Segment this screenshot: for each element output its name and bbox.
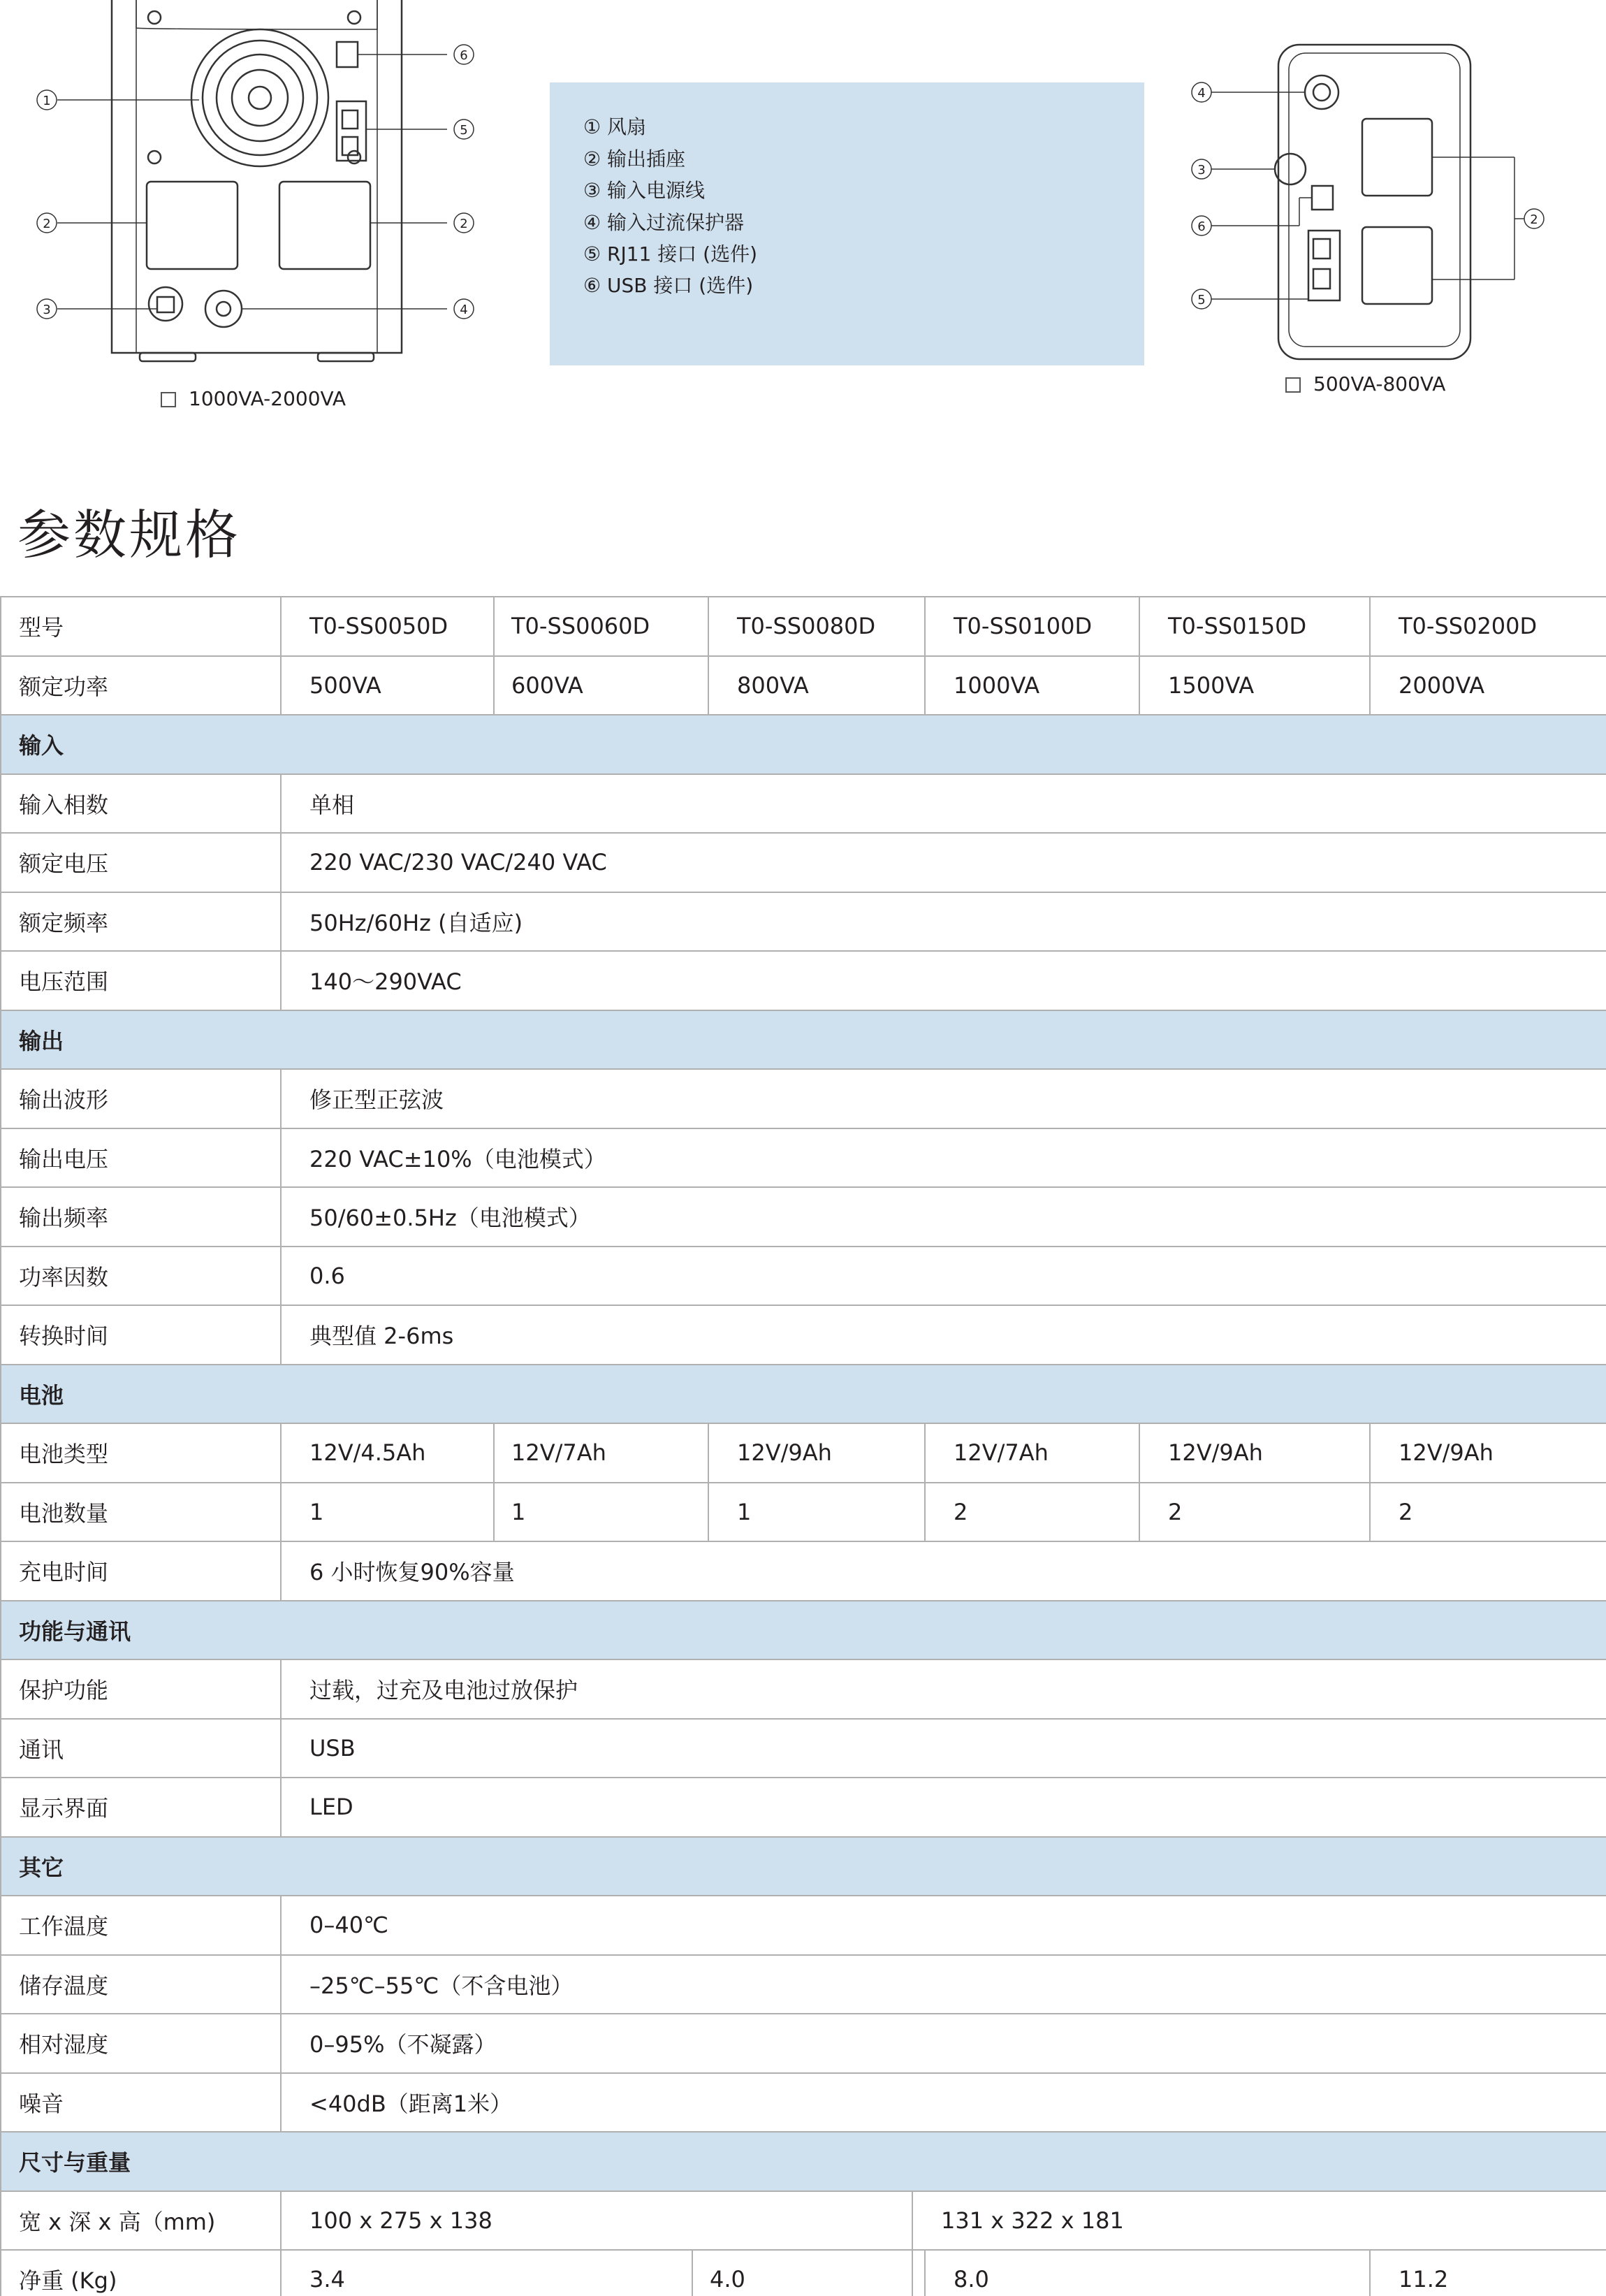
diagram-caption-large: [161, 387, 346, 411]
legend-item: ⑥ USB 接口 (选件): [583, 274, 754, 297]
table-row: [1, 892, 1606, 952]
battery-type-cell: 12V/9Ah: [1139, 1423, 1370, 1483]
row-value: 220 VAC±10%（电池模式）: [281, 1128, 1606, 1188]
row-label: 相对湿度: [1, 2014, 281, 2073]
power-cell: 1000VA: [925, 656, 1139, 715]
row-label: 输出波形: [1, 1069, 281, 1128]
table-row: [1, 1659, 1606, 1719]
svg-text:4: 4: [460, 303, 468, 317]
section-header-dimension: [1, 2132, 1606, 2191]
row-label: 充电时间: [1, 1541, 281, 1601]
battery-type-cell: 12V/4.5Ah: [281, 1423, 494, 1483]
row-value: –25℃–55℃（不含电池）: [281, 1955, 1606, 2014]
row-label: 电池数量: [1, 1483, 281, 1542]
power-cell: 500VA: [281, 656, 494, 715]
table-row: [1, 1778, 1606, 1837]
model-cell: T0-SS0150D: [1139, 597, 1370, 656]
section-title: 功能与通讯: [1, 1601, 1606, 1660]
row-label: 额定频率: [1, 892, 281, 952]
legend-item: ④ 输入过流保护器: [583, 211, 745, 234]
row-value: 140～290VAC: [281, 951, 1606, 1010]
weight-cell: 8.0: [925, 2250, 1370, 2296]
row-value: 220 VAC/230 VAC/240 VAC: [281, 833, 1606, 892]
row-label: 宽 x 深 x 高（mm): [1, 2191, 281, 2251]
model-cell: T0-SS0080D: [708, 597, 925, 656]
table-row: [1, 2073, 1606, 2132]
battery-count-cell: 1: [281, 1483, 494, 1542]
table-row: [1, 833, 1606, 892]
svg-text:3: 3: [43, 303, 51, 317]
row-value: 50/60±0.5Hz（电池模式）: [281, 1187, 1606, 1247]
row-label: 电压范围: [1, 951, 281, 1010]
row-label: 工作温度: [1, 1896, 281, 1955]
spec-table: [0, 596, 1606, 2296]
svg-text:6: 6: [460, 48, 468, 63]
rear-panel-diagram-large: [0, 0, 503, 391]
row-value: LED: [281, 1778, 1606, 1837]
table-row: [1, 1305, 1606, 1365]
battery-type-cell: 12V/7Ah: [925, 1423, 1139, 1483]
table-row-models: [1, 597, 1606, 656]
model-cell: T0-SS0060D: [494, 597, 708, 656]
svg-text:5: 5: [460, 123, 468, 138]
row-label: 额定电压: [1, 833, 281, 892]
model-cell: T0-SS0050D: [281, 597, 494, 656]
model-cell: T0-SS0200D: [1370, 597, 1606, 656]
weight-cell: 4.0: [692, 2250, 912, 2296]
weight-cell: 3.4: [281, 2250, 692, 2296]
svg-text:2: 2: [460, 217, 468, 231]
row-label: 显示界面: [1, 1778, 281, 1837]
rear-panel-diagram-small: [1181, 28, 1558, 363]
caption-text: 500VA-800VA: [1313, 372, 1446, 395]
section-header-battery: [1, 1365, 1606, 1424]
svg-text:3: 3: [1197, 163, 1206, 177]
svg-text:6: 6: [1197, 219, 1206, 234]
row-value: 修正型正弦波: [281, 1069, 1606, 1128]
row-label: 输出电压: [1, 1128, 281, 1188]
table-row-power: [1, 656, 1606, 715]
caption-text: 1000VA-2000VA: [189, 387, 346, 410]
power-cell: 600VA: [494, 656, 708, 715]
row-value: <40dB（距离1米）: [281, 2073, 1606, 2132]
page-title: 参数规格: [17, 504, 241, 566]
table-row: [1, 2014, 1606, 2073]
table-row-battery-type: [1, 1423, 1606, 1483]
svg-text:2: 2: [43, 217, 51, 231]
table-row-battery-count: [1, 1483, 1606, 1542]
battery-count-cell: 1: [494, 1483, 708, 1542]
table-row: [1, 1187, 1606, 1247]
row-value: 0–40℃: [281, 1896, 1606, 1955]
battery-count-cell: 1: [708, 1483, 925, 1542]
row-label: 型号: [1, 597, 281, 656]
power-cell: 2000VA: [1370, 656, 1606, 715]
section-title: 其它: [1, 1837, 1606, 1896]
section-header-function: [1, 1601, 1606, 1660]
battery-count-cell: 2: [1139, 1483, 1370, 1542]
size-cell-large: 131 x 322 x 181: [912, 2191, 1606, 2251]
row-label: 电池类型: [1, 1423, 281, 1483]
section-title: 输入: [1, 715, 1606, 774]
table-row: [1, 1719, 1606, 1778]
row-value: 50Hz/60Hz (自适应): [281, 892, 1606, 952]
row-label: 储存温度: [1, 1955, 281, 2014]
row-label: 功率因数: [1, 1247, 281, 1306]
legend-item: ① 风扇: [583, 115, 647, 138]
row-value: USB: [281, 1719, 1606, 1778]
table-row-weight: [1, 2250, 1606, 2296]
battery-count-cell: 2: [1370, 1483, 1606, 1542]
model-cell: T0-SS0100D: [925, 597, 1139, 656]
table-row-size: [1, 2191, 1606, 2251]
table-row: [1, 1541, 1606, 1601]
legend-item: ② 输出插座: [583, 147, 686, 170]
section-header-other: [1, 1837, 1606, 1896]
row-label: 输出频率: [1, 1187, 281, 1247]
svg-text:5: 5: [1197, 293, 1206, 307]
row-label: 净重 (Kg): [1, 2250, 281, 2296]
row-label: 通讯: [1, 1719, 281, 1778]
section-title: 电池: [1, 1365, 1606, 1424]
svg-text:4: 4: [1197, 86, 1206, 101]
weight-cell: 11.2: [1370, 2250, 1606, 2296]
checkbox-square-icon: [161, 392, 176, 407]
table-row: [1, 1955, 1606, 2014]
power-cell: 800VA: [708, 656, 925, 715]
section-header-output: [1, 1010, 1606, 1070]
weight-cell: [912, 2250, 925, 2296]
row-label: 输入相数: [1, 774, 281, 834]
legend-box: [550, 82, 1144, 365]
section-title: 输出: [1, 1010, 1606, 1070]
row-label: 转换时间: [1, 1305, 281, 1365]
row-value: 6 小时恢复90%容量: [281, 1541, 1606, 1601]
row-value: 过载，过充及电池过放保护: [281, 1659, 1606, 1719]
svg-text:2: 2: [1530, 212, 1538, 227]
section-title: 尺寸与重量: [1, 2132, 1606, 2191]
size-cell-small: 100 x 275 x 138: [281, 2191, 912, 2251]
battery-type-cell: 12V/9Ah: [708, 1423, 925, 1483]
legend-item: ③ 输入电源线: [583, 179, 706, 202]
row-label: 额定功率: [1, 656, 281, 715]
checkbox-square-icon: [1285, 377, 1301, 393]
table-row: [1, 1128, 1606, 1188]
diagram-caption-small: [1285, 372, 1445, 396]
row-value: 典型值 2-6ms: [281, 1305, 1606, 1365]
svg-text:1: 1: [43, 94, 51, 108]
battery-count-cell: 2: [925, 1483, 1139, 1542]
table-row: [1, 1247, 1606, 1306]
section-header-input: [1, 715, 1606, 774]
legend-item: ⑤ RJ11 接口 (选件): [583, 242, 757, 266]
table-row: [1, 1069, 1606, 1128]
row-label: 保护功能: [1, 1659, 281, 1719]
battery-type-cell: 12V/9Ah: [1370, 1423, 1606, 1483]
table-row: [1, 774, 1606, 834]
row-label: 噪音: [1, 2073, 281, 2132]
power-cell: 1500VA: [1139, 656, 1370, 715]
row-value: 单相: [281, 774, 1606, 834]
battery-type-cell: 12V/7Ah: [494, 1423, 708, 1483]
row-value: 0.6: [281, 1247, 1606, 1306]
table-row: [1, 951, 1606, 1010]
row-value: 0–95%（不凝露）: [281, 2014, 1606, 2073]
product-diagrams: [0, 0, 1606, 447]
table-row: [1, 1896, 1606, 1955]
